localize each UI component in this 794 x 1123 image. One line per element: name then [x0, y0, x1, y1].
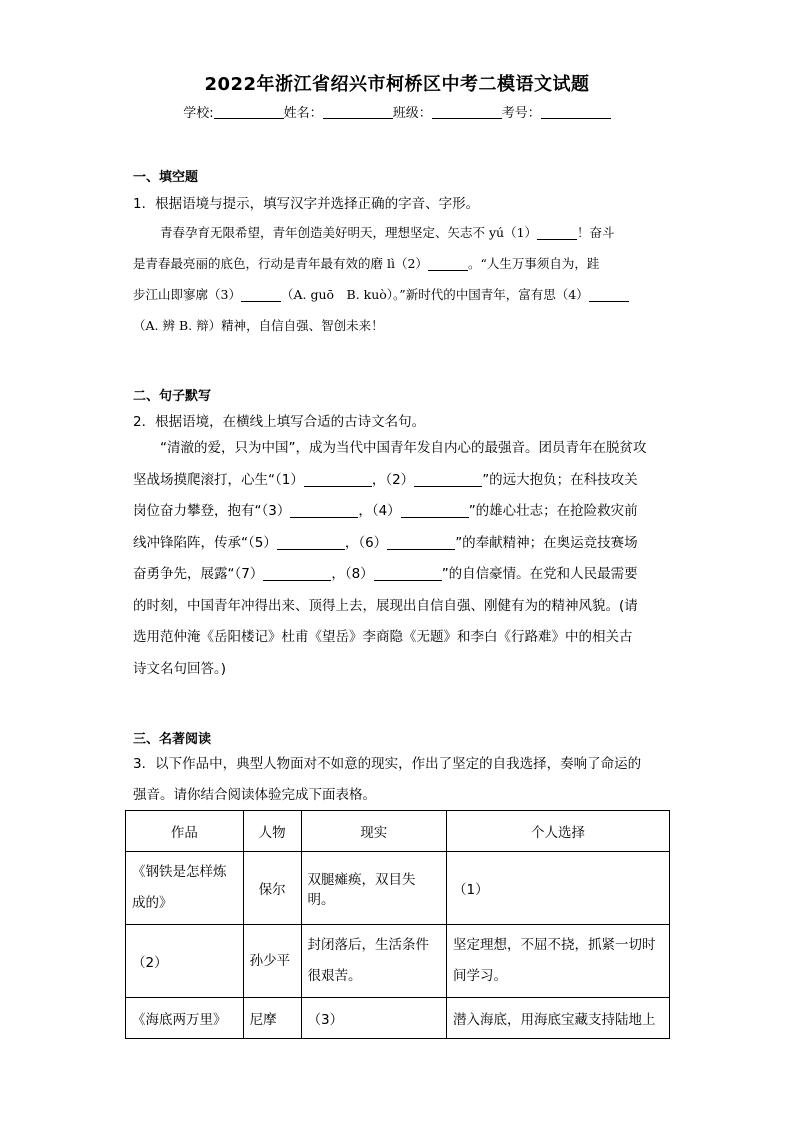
passage-line: 岗位奋力攀登，抱有“（3） — [133, 503, 291, 519]
table-row — [126, 925, 670, 998]
answer-blank[interactable] — [241, 287, 281, 302]
section-heading-classics: 三、名著阅读 — [133, 732, 212, 747]
section-heading-recitation: 二、句子默写 — [133, 389, 212, 404]
passage-line: ”的远大抱负；在科技攻关 — [482, 471, 638, 488]
passage-line: （A. guō B. kuò）。”新时代的中国青年，富有思（4） — [280, 287, 589, 302]
passage-line: 是青春最亮丽的底色，行动是青年最有效的磨 lì（2） — [133, 256, 428, 271]
table-answer-cell[interactable]: （2） — [126, 925, 244, 998]
answer-blank[interactable] — [277, 535, 345, 550]
table-header-row — [126, 811, 670, 852]
table-cell: 《海底两万里》 — [126, 998, 244, 1039]
reading-table — [125, 810, 670, 1039]
question-3-prompt-line1: 3．以下作品中，典型人物面对不如意的现实，作出了坚定的自我选择，奏响了命运的 — [133, 756, 642, 772]
table-cell: 孙少平 — [243, 925, 301, 998]
name-blank[interactable] — [323, 105, 393, 119]
answer-blank[interactable] — [401, 503, 469, 518]
section-heading-fill-in: 一、填空题 — [133, 170, 199, 185]
answer-blank[interactable] — [263, 566, 331, 581]
name-label: 姓名： — [283, 106, 323, 121]
passage-line: ”的奉献精神；在奥运竞技赛场 — [455, 534, 638, 551]
table-answer-cell[interactable]: （3） — [301, 998, 447, 1039]
passage-line: 诗文名句回答。) — [133, 660, 227, 677]
table-cell: 尼摩 — [243, 998, 301, 1039]
passage-line: 步江山即寥廓（3） — [133, 287, 241, 302]
passage-line: 线冲锋陷阵，传承“（5） — [133, 534, 277, 551]
table-header-cell: 人物 — [243, 811, 301, 852]
question-1-prompt: 1．根据语境与提示，填写汉字并选择正确的字音、字形。 — [133, 196, 480, 212]
exam-number-label: 考号： — [501, 106, 541, 121]
student-info-line — [0, 102, 794, 121]
table-row — [126, 852, 670, 925]
passage-line: 。“人生万事须自为，跬 — [467, 256, 600, 271]
passage-line: 奋勇争先，展露“（7） — [133, 566, 264, 582]
table-header-cell: 作品 — [126, 811, 244, 852]
answer-blank[interactable] — [414, 472, 482, 487]
passage-line: 的时刻，中国青年冲得出来、顶得上去，展现出自信自强、刚健有为的精神风貌。(请 — [133, 597, 638, 614]
passage-line: 坚战场摸爬滚打，心生“（1） — [133, 471, 304, 488]
question-3-prompt-line2: 强音。请你结合阅读体验完成下面表格。 — [133, 787, 376, 803]
class-label: 班级： — [392, 106, 432, 121]
passage-line: ”的自信豪情。在党和人民最需要 — [441, 566, 638, 582]
passage-line: ，（4） — [358, 503, 401, 519]
table-cell: 封闭落后，生活条件很艰苦。 — [301, 925, 447, 998]
question-1-passage — [133, 217, 663, 341]
passage-line: ！奋斗 — [577, 225, 615, 240]
question-2-passage — [133, 433, 663, 685]
passage-line: ，（6） — [344, 534, 388, 551]
school-label: 学校: — [183, 106, 214, 121]
school-blank[interactable] — [214, 105, 284, 119]
exam-number-blank[interactable] — [541, 105, 611, 119]
answer-blank[interactable] — [589, 287, 629, 302]
page-title: 2022年浙江省绍兴市柯桥区中考二模语文试题 — [204, 74, 590, 95]
answer-blank[interactable] — [537, 225, 577, 240]
answer-blank[interactable] — [387, 535, 455, 550]
question-2-prompt: 2．根据语境，在横线上填写合适的古诗文名句。 — [133, 414, 426, 430]
table-row — [126, 998, 670, 1039]
passage-line: ，（8） — [331, 566, 374, 582]
table-answer-cell[interactable]: （1） — [447, 852, 670, 925]
answer-blank[interactable] — [374, 566, 442, 581]
table-cell: 保尔 — [243, 852, 301, 925]
passage-line: ，（2） — [371, 471, 415, 488]
table-cell: 坚定理想，不屈不挠，抓紧一切时间学习。 — [447, 925, 670, 998]
passage-line: “清澈的爱，只为中国”，成为当代中国青年发自内心的最强音。团员青年在脱贫攻 — [160, 440, 647, 456]
passage-line: 青春孕育无限希望，青年创造美好明天，理想坚定、矢志不 yú（1） — [160, 225, 538, 240]
answer-blank[interactable] — [290, 503, 358, 518]
table-cell: 双腿瘫痪，双目失明。 — [301, 852, 447, 925]
answer-blank[interactable] — [304, 472, 372, 487]
table-header-cell: 现实 — [301, 811, 447, 852]
passage-line: 选用范仲淹《岳阳楼记》杜甫《望岳》李商隐《无题》和李白《行路难》中的相关古 — [133, 629, 633, 645]
passage-line: （A. 辨 B. 辩）精神，自信自强、智创未来！ — [133, 318, 384, 333]
answer-blank[interactable] — [428, 256, 468, 271]
class-blank[interactable] — [432, 105, 502, 119]
table-header-cell: 个人选择 — [447, 811, 670, 852]
passage-line: ”的雄心壮志；在抢险救灾前 — [468, 503, 638, 519]
table-cell: 《钢铁是怎样炼成的》 — [126, 852, 244, 925]
table-cell: 潜入海底，用海底宝藏支持陆地上 — [447, 998, 670, 1039]
